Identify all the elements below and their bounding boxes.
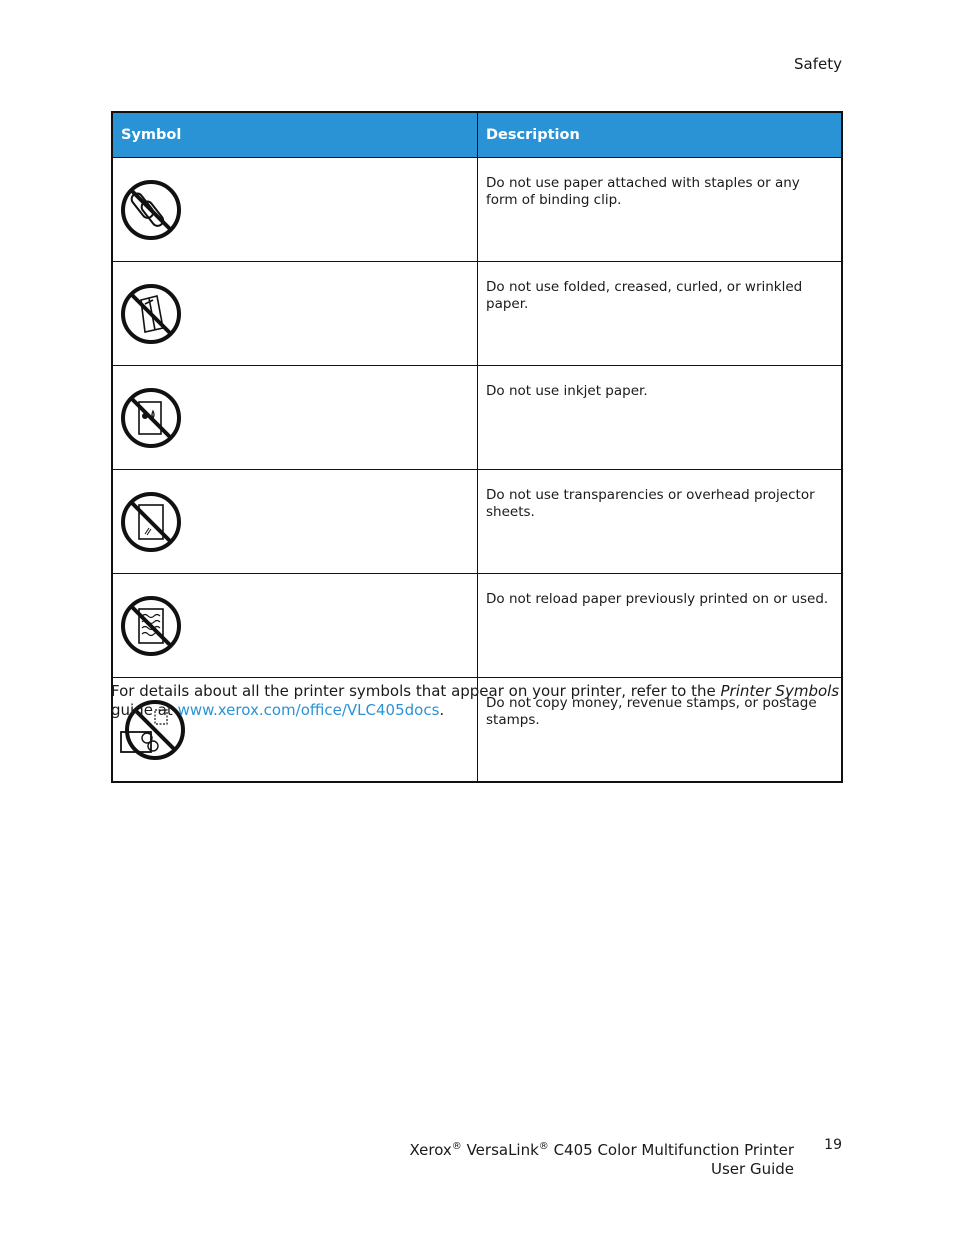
symbol-cell	[112, 470, 478, 574]
column-header-symbol: Symbol	[112, 112, 478, 158]
no-reused-paper-icon	[119, 594, 183, 658]
symbol-cell	[112, 574, 478, 678]
docs-link[interactable]: www.xerox.com/office/VLC405docs	[177, 701, 440, 719]
note-guide-title: Printer Symbols	[720, 682, 840, 700]
description-cell: Do not copy money, revenue stamps, or postage stamps.	[478, 678, 843, 783]
table-row	[112, 158, 842, 262]
note-text-suffix: .	[439, 701, 445, 719]
no-transparencies-icon	[119, 490, 183, 554]
note-text-prefix: For details about all the printer symbols that appear on your printer, refer to the	[111, 682, 721, 700]
section-label: Safety	[794, 55, 842, 73]
description-cell: Do not use folded, creased, curled, or wrinkled paper.	[478, 262, 843, 366]
symbol-cell	[112, 366, 478, 470]
page-number: 19	[824, 1137, 842, 1153]
description-cell: Do not use inkjet paper.	[478, 366, 843, 470]
note-text-middle: guide at	[111, 701, 178, 719]
no-inkjet-paper-icon	[119, 386, 183, 450]
no-folded-paper-icon	[119, 282, 183, 346]
table-row	[112, 262, 842, 366]
table-row	[112, 366, 842, 470]
printer-symbols-note	[111, 682, 851, 720]
footer-product-line: Xerox® VersaLink® C405 Color Multifunction Printer	[409, 1141, 794, 1159]
column-header-description: Description	[478, 112, 843, 158]
footer-doc-title	[410, 1137, 794, 1179]
footer-guide-name: User Guide	[710, 1160, 794, 1178]
table-row	[112, 470, 842, 574]
table-row	[112, 574, 842, 678]
description-cell: Do not use transparencies or overhead projector sheets.	[478, 470, 843, 574]
symbol-cell	[112, 158, 478, 262]
description-cell: Do not reload paper previously printed on or used.	[478, 574, 843, 678]
table-header-row	[112, 112, 842, 158]
symbol-cell	[112, 262, 478, 366]
no-staples-icon	[119, 178, 183, 242]
description-cell: Do not use paper attached with staples or any form of binding clip.	[478, 158, 843, 262]
